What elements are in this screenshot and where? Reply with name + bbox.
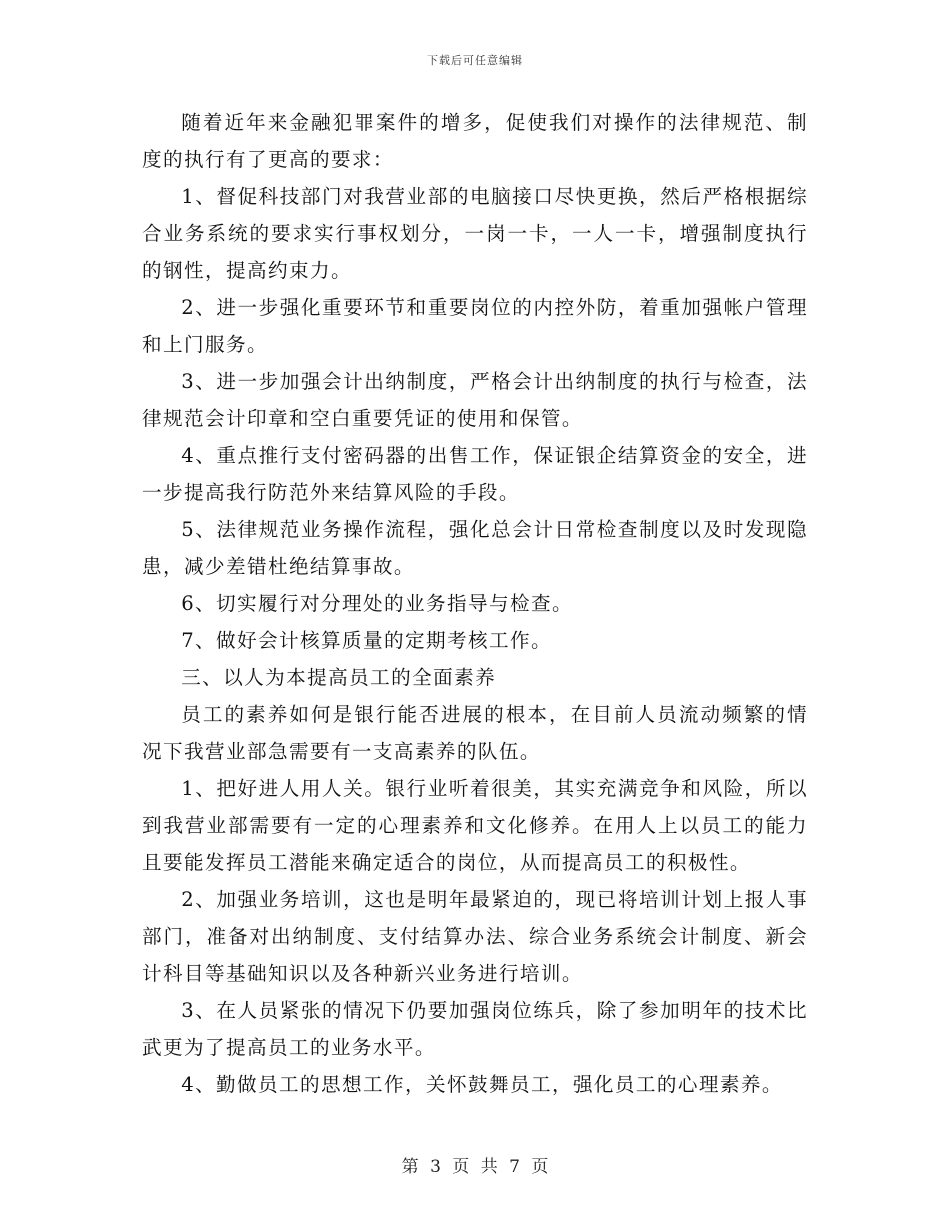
section-heading: 三、以人为本提高员工的全面素养 bbox=[181, 666, 497, 689]
paragraph: 4、勤做员工的思想工作，关怀鼓舞员工，强化员工的心理素养。 bbox=[181, 1073, 783, 1096]
page-footer bbox=[0, 1152, 950, 1177]
footer-total-label: 共 bbox=[480, 1157, 498, 1177]
page-header-note: 下载后可任意编辑 bbox=[427, 54, 523, 67]
page-number-current: 3 bbox=[430, 1157, 441, 1177]
paragraph: 2、加强业务培训，这也是明年最紧迫的，现已将培训计划上报人事部门，准备对出纳制度、支付结算办法、综合业务系统会计制度、新会计科目等基础知识以及各种新兴业务进行培训。 bbox=[142, 888, 808, 985]
footer-suffix: 页 bbox=[531, 1157, 549, 1177]
footer-page-label: 页 bbox=[452, 1157, 470, 1177]
paragraph: 员工的素养如何是银行能否进展的根本，在目前人员流动频繁的情况下我营业部急需要有一支高素养的队伍。 bbox=[142, 703, 808, 763]
paragraph: 5、法律规范业务操作流程，强化总会计日常检查制度以及时发现隐患，减少差错杜绝结算事故。 bbox=[142, 518, 808, 578]
footer-prefix: 第 bbox=[401, 1157, 419, 1177]
paragraph: 1、督促科技部门对我营业部的电脑接口尽快更换，然后严格根据综合业务系统的要求实行事权划分，一岗一卡，一人一卡，增强制度执行的钢性，提高约束力。 bbox=[142, 185, 808, 282]
paragraph: 随着近年来金融犯罪案件的增多，促使我们对操作的法律规范、制度的执行有了更高的要求： bbox=[142, 111, 808, 171]
paragraph: 3、进一步加强会计出纳制度，严格会计出纳制度的执行与检查，法律规范会计印章和空白重要凭证的使用和保管。 bbox=[142, 370, 808, 430]
paragraph: 1、把好进人用人关。银行业听着很美，其实充满竞争和风险，所以到我营业部需要有一定的心理素养和文化修养。在用人上以员工的能力且要能发挥员工潜能来确定适合的岗位，从而提高员工的积极性。 bbox=[142, 777, 808, 874]
paragraph: 3、在人员紧张的情况下仍要加强岗位练兵，除了参加明年的技术比武更为了提高员工的业务水平。 bbox=[142, 999, 808, 1059]
page-number-total: 7 bbox=[509, 1157, 520, 1177]
paragraph: 7、做好会计核算质量的定期考核工作。 bbox=[181, 629, 552, 652]
paragraph: 4、重点推行支付密码器的出售工作，保证银企结算资金的安全，进一步提高我行防范外来结算风险的手段。 bbox=[142, 444, 808, 504]
paragraph: 2、进一步强化重要环节和重要岗位的内控外防，着重加强帐户管理和上门服务。 bbox=[142, 296, 808, 356]
paragraph: 6、切实履行对分理处的业务指导与检查。 bbox=[181, 592, 573, 615]
document-body bbox=[142, 104, 808, 1103]
